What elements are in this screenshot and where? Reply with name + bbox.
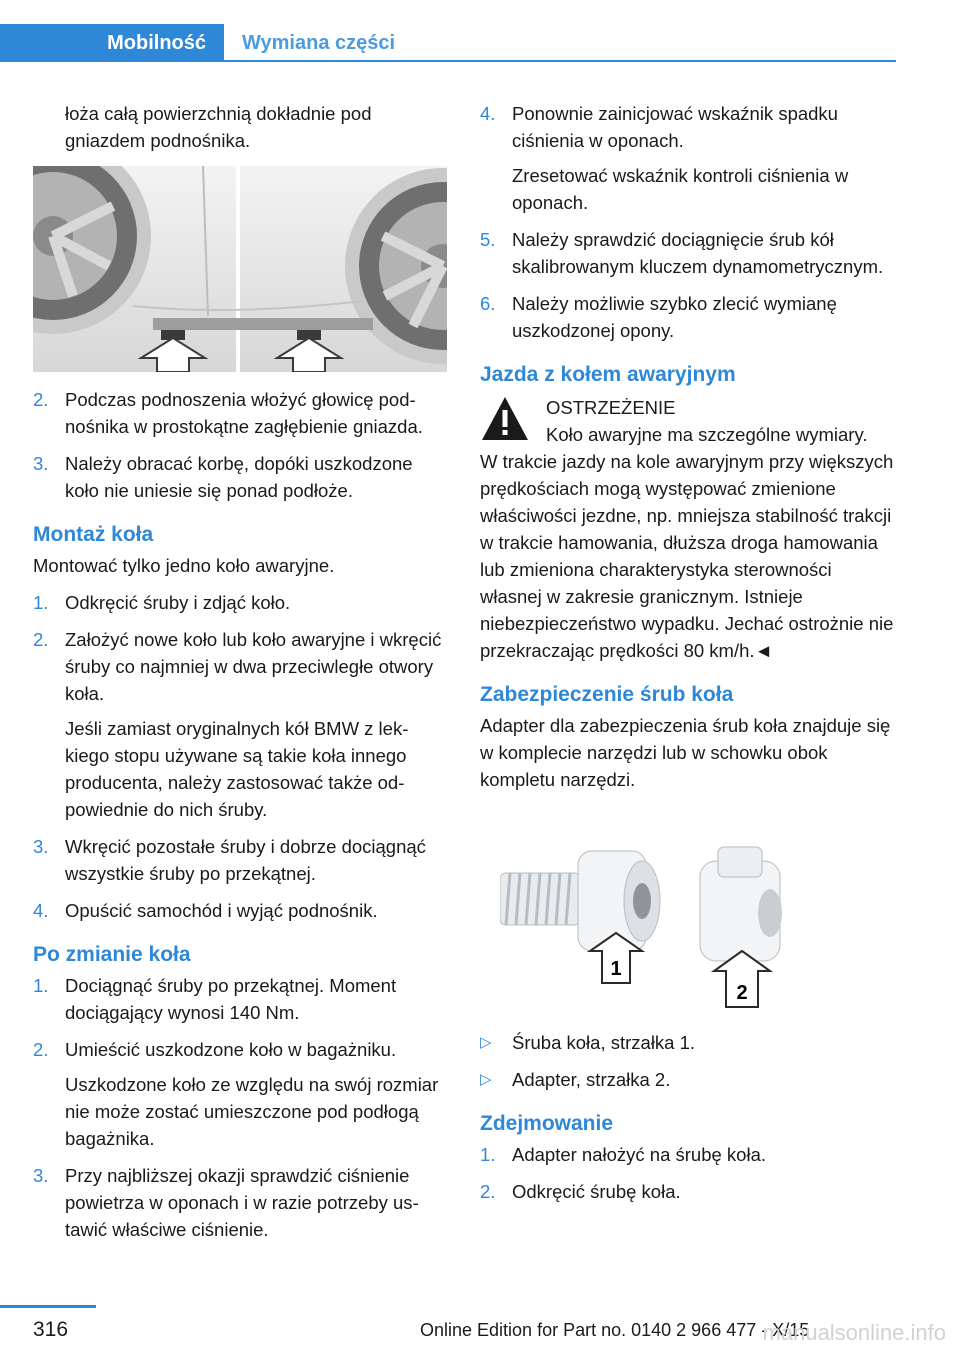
pressure-steps	[480, 100, 898, 344]
montaz-steps	[33, 589, 445, 924]
zdejm-heading: Zdejmowanie	[480, 1112, 614, 1135]
list-item: ▷ Śruba koła, strzałka 1.	[480, 1032, 696, 1053]
figure-legend	[480, 1029, 898, 1093]
wheel-bolt-adapter-figure	[500, 833, 790, 1009]
zabezp-heading: Zabezpieczenie śrub koła	[480, 683, 734, 706]
subsection-tab: Wymiana części	[242, 31, 396, 54]
header-rule	[224, 60, 896, 62]
zmiana-heading: Po zmianie koła	[33, 943, 191, 966]
list-item: 4. Ponownie zainicjować wskaźnik spadku ciśnienia w oponach. Zresetować wskaźnik kontroli ciśnienia w oponach.	[480, 103, 849, 213]
list-item: 4. Opuścić samochód i wyjąć podnośnik.	[33, 900, 378, 921]
right-column	[480, 100, 898, 1215]
left-column	[33, 100, 445, 1253]
list-item: 2. Podczas podnoszenia włożyć głowicę podnośnika w prostokątne zagłębienie gniazda.	[33, 389, 423, 437]
list-item: 5. Należy sprawdzić dociągnięcie śrub kół skalibrowanym kluczem dynamometrycznym.	[480, 229, 884, 277]
list-item: 2. Odkręcić śrubę koła.	[480, 1181, 681, 1202]
wheel-bolt-icon	[500, 851, 660, 951]
intro-continuation: łoża całą powierzchnią dokładnie pod gniazdem podnośnika.	[65, 103, 372, 151]
page-header	[0, 0, 960, 64]
site-watermark: manualsonline.info	[762, 1320, 946, 1345]
list-item: 3. Przy najbliższej okazji sprawdzić ciśnienie powietrza w oponach i w razie potrzeby ustawić właściwe ciśnienie.	[33, 1165, 419, 1240]
list-item: 3. Należy obracać korbę, dopóki uszkodzone koło nie uniesie się ponad podłoże.	[33, 453, 413, 501]
zdejm-steps	[480, 1141, 898, 1205]
warning-title: OSTRZEŻENIE	[546, 397, 676, 418]
list-item: 1. Odkręcić śruby i zdjąć koło.	[33, 592, 291, 613]
svg-text:1: 1	[610, 958, 622, 980]
jack-steps	[33, 386, 445, 504]
list-item: 1. Dociągnąć śruby po przekątnej. Moment dociągający wynosi 140 Nm.	[33, 975, 397, 1023]
list-item: 2. Założyć nowe koło lub koło awaryjne i wkręcić śruby co najmniej w dwa przeciwległe otwory koła. Jeśli zamiast oryginalnych kół BMW z lekkiego stopu używane są takie koła innego producenta, należy zastosować także odpowiednie do nich śruby.	[33, 629, 442, 820]
section-tab: Mobilność	[0, 24, 224, 62]
zmiana-steps	[33, 972, 445, 1243]
list-item: 2. Umieścić uszkodzone koło w bagażniku. Uszkodzone koło ze względu na swój rozmiar nie może zostać umieszczone pod podłogą bagażnika.	[33, 1039, 439, 1149]
svg-text:2: 2	[736, 982, 748, 1004]
zabezp-text: Adapter dla zabezpieczenia śrub koła znajduje się w komplecie narzędzi lub w schowku obok kompletu narzędzi.	[480, 715, 891, 790]
warning-body: W trakcie jazdy na kole awaryjnym przy większych prędkościach mogą występować zmienione właściwości jezdne, np. mniejsza stabilność trakcji w trakcie hamowania, dłuższa droga hamowania lub zmieniona charakterystyka sterowności własnej w zakresie granicznym. Istnieje niebezpieczeństwo wypadku. Jechać ostrożnie nie przekraczając prędkości 80 km/h.◄	[480, 451, 894, 661]
warning-first-line: Koło awaryjne ma szczególne wymiary.	[546, 424, 868, 445]
adapter-icon	[700, 847, 782, 961]
page-number: 316	[33, 1318, 69, 1341]
list-item: 3. Wkręcić pozostałe śruby i dobrze dociągnąć wszystkie śruby po przekątnej.	[33, 836, 426, 884]
awaryjne-heading: Jazda z kołem awaryjnym	[480, 363, 736, 386]
footer-rule	[0, 1305, 96, 1308]
edition-note: Online Edition for Part no. 0140 2 966 477 - X/15	[420, 1320, 810, 1340]
warning-triangle-icon	[480, 394, 530, 444]
list-item: 6. Należy możliwie szybko zlecić wymianę uszkodzonej opony.	[480, 293, 837, 341]
list-item: 1. Adapter nałożyć na śrubę koła.	[480, 1144, 767, 1165]
list-item: ▷ Adapter, strzałka 2.	[480, 1069, 671, 1090]
montaz-intro: Montować tylko jedno koło awaryjne.	[33, 555, 335, 576]
warning-block	[480, 394, 898, 664]
car-jack-points-figure	[33, 166, 447, 372]
montaz-heading: Montaż koła	[33, 523, 154, 546]
